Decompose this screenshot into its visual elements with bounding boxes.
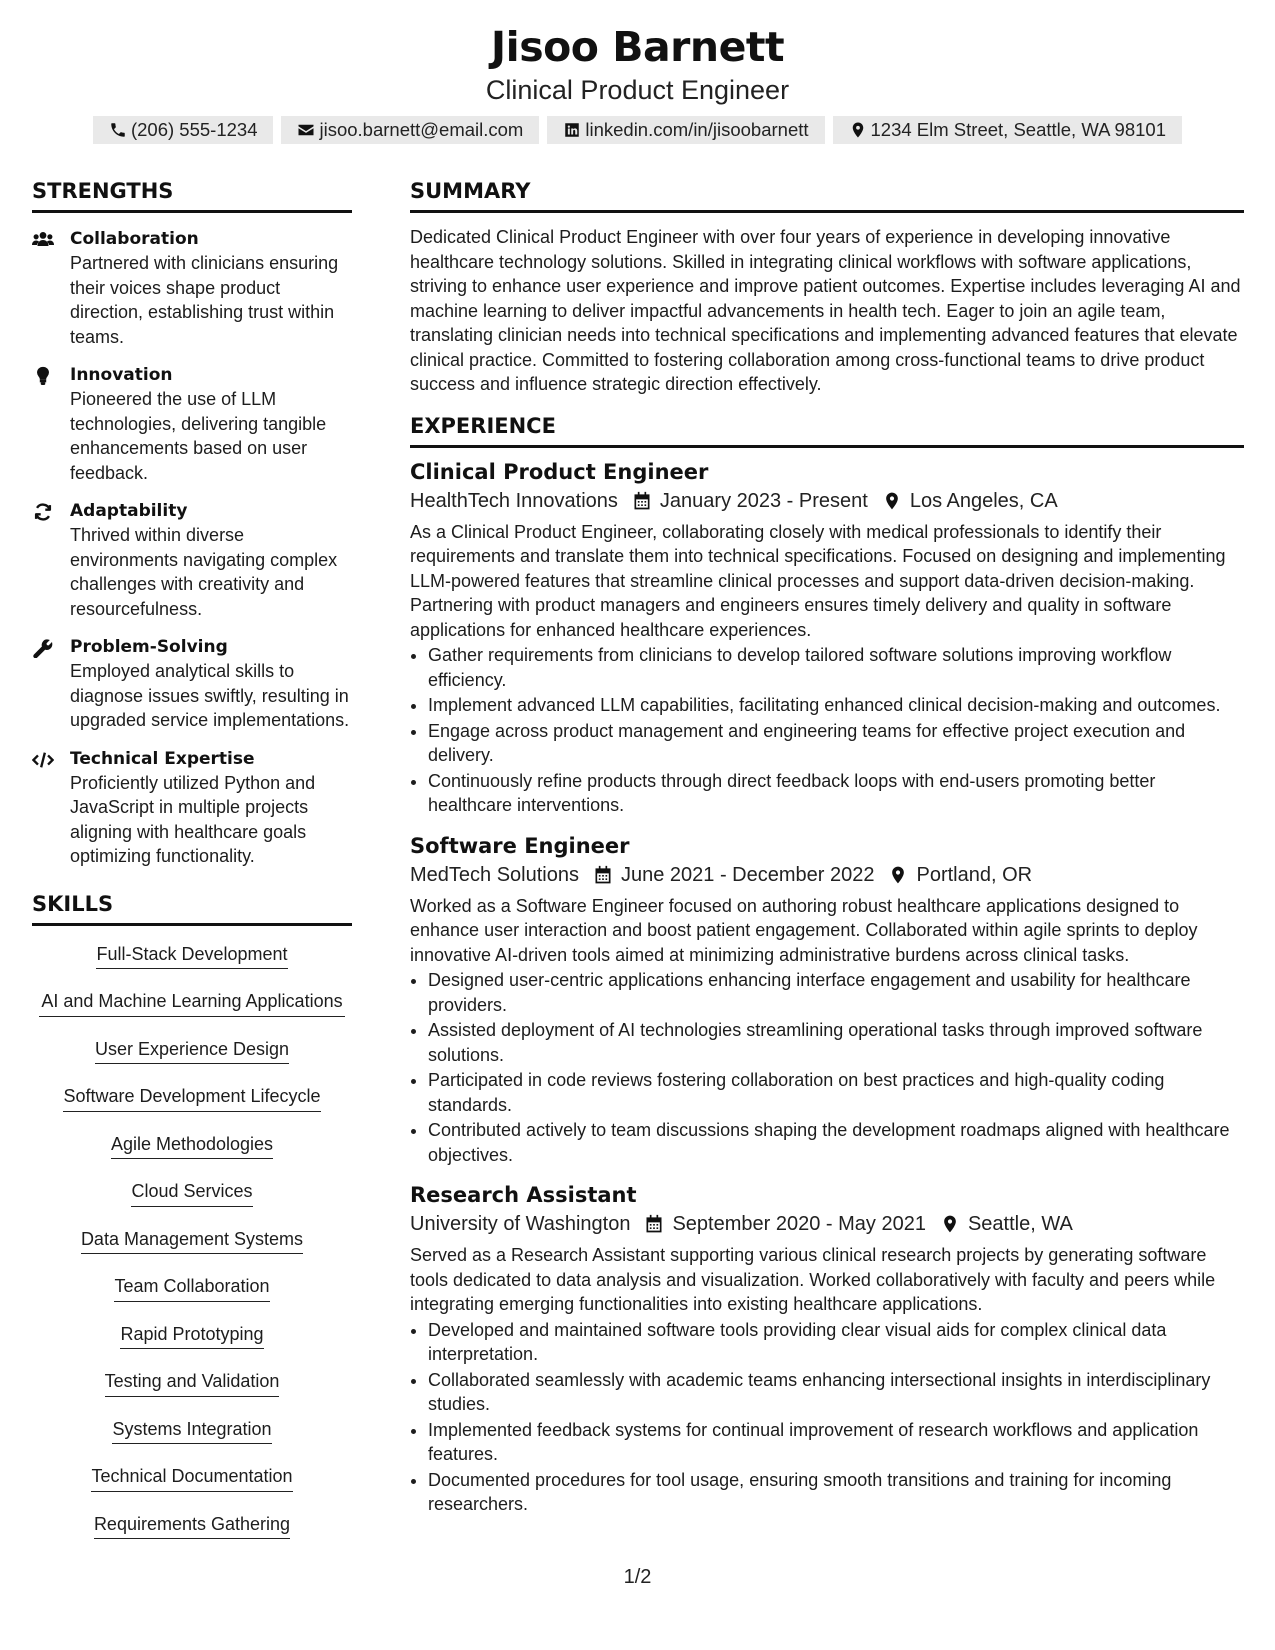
strength-item [32, 227, 352, 349]
sync-icon [32, 502, 54, 522]
job-bullets [410, 643, 1244, 818]
strength-item [32, 635, 352, 733]
summary-heading: SUMMARY [410, 178, 1244, 213]
skill-item: Rapid Prototyping [120, 1322, 263, 1350]
job-bullet: • Implemented feedback systems for continual improvement of research workflows and application features. [428, 1418, 1244, 1467]
job-title: Research Assistant [410, 1183, 637, 1207]
page-number: 1/2 [623, 1566, 652, 1588]
job-bullet: • Engage across product management and engineering teams for effective project execution and delivery. [428, 719, 1244, 768]
contact-phone-text: (206) 555-1234 [130, 119, 258, 140]
job-dates: January 2023 - Present [659, 489, 868, 512]
experience-heading: EXPERIENCE [410, 413, 1244, 448]
contact-bar [0, 116, 1275, 144]
job-entry [410, 1181, 1244, 1517]
job-entry [410, 832, 1244, 1168]
strength-item [32, 363, 352, 485]
strength-desc: Pioneered the use of LLM technologies, delivering tangible enhancements based on user feedback. [70, 389, 327, 483]
job-meta [410, 860, 1244, 890]
job-bullet: • Contributed actively to team discussions shaping the development roadmaps aligned with healthcare objectives. [428, 1118, 1244, 1167]
code-icon [32, 750, 54, 770]
job-bullet: • Gather requirements from clinicians to develop tailored software solutions improving workflow efficiency. [428, 643, 1244, 692]
strength-title: Adaptability [70, 501, 188, 521]
strength-title: Innovation [70, 365, 173, 385]
contact-linkedin[interactable] [547, 116, 824, 144]
summary-text: Dedicated Clinical Product Engineer with over four years of experience in developing innovative healthcare technology solutions. Skilled in integrating clinical workflows with software applications, striving to enhance user experience and improve patient outcomes. Expertise includes leveraging AI and machine learning to deliver impactful advancements in health tech. Eager to join an agile team, translating clinician needs into technical specifications and implementing advanced features that elevate clinical practice. Committed to fostering collaboration among cross-functional teams to drive product success and influence strategic direction effectively. [410, 227, 1241, 394]
job-meta [410, 486, 1244, 516]
map-pin-icon [888, 865, 908, 885]
skill-item: Software Development Lifecycle [63, 1084, 320, 1112]
right-column [410, 178, 1244, 1517]
candidate-name: Jisoo Barnett [490, 23, 785, 71]
job-location: Seattle, WA [967, 1213, 1073, 1235]
job-bullet: • Assisted deployment of AI technologies streamlining operational tasks through improved software solutions. [428, 1018, 1244, 1067]
calendar-icon [644, 1214, 664, 1234]
users-icon [32, 230, 54, 250]
resume-header [0, 0, 1275, 144]
strength-item [32, 747, 352, 869]
skill-item: Systems Integration [112, 1417, 271, 1445]
linkedin-icon [563, 121, 581, 139]
wrench-icon [32, 638, 54, 658]
strength-title: Technical Expertise [70, 748, 255, 769]
skill-item: User Experience Design [95, 1037, 289, 1065]
job-dates: September 2020 - May 2021 [672, 1213, 926, 1235]
job-bullet: • Participated in code reviews fostering collaboration on best practices and high-quality coding standards. [428, 1068, 1244, 1117]
job-bullets [410, 968, 1244, 1167]
job-bullet: • Continuously refine products through direct feedback loops with end-users promoting better healthcare interventions. [428, 769, 1244, 818]
skill-item: Full-Stack Development [96, 942, 287, 970]
job-description: As a Clinical Product Engineer, collaborating closely with medical professionals to identify their requirements and translate them into technical specifications. Focused on designing and implementing LLM-powered features that streamline clinical processes and support data-driven decision-making. Partnering with product managers and engineers ensures timely delivery and quality in software applications for enhanced healthcare experiences. [410, 521, 1226, 640]
calendar-icon [593, 865, 613, 885]
job-location: Portland, OR [916, 863, 1033, 886]
job-company: HealthTech Innovations [410, 489, 618, 512]
strength-item [32, 499, 352, 621]
skill-item: Data Management Systems [81, 1227, 303, 1255]
skills-heading: SKILLS [32, 891, 352, 926]
contact-email-text: jisoo.barnett@email.com [319, 119, 524, 140]
job-description: Worked as a Software Engineer focused on authoring robust healthcare applications designed to enhance user interaction and boost patient engagement. Collaborated within agile sprints to deploy innovative AI-driven tools aimed at minimizing administrative burdens across clinical tasks. [410, 895, 1198, 965]
strength-desc: Partnered with clinicians ensuring their voices shape product direction, establishing trust within teams. [70, 253, 339, 347]
candidate-title: Clinical Product Engineer [485, 75, 790, 105]
job-bullet: • Collaborated seamlessly with academic teams enhancing intersectional insights in interdisciplinary studies. [428, 1368, 1244, 1417]
contact-email[interactable] [281, 116, 539, 144]
strengths-heading: STRENGTHS [32, 178, 352, 213]
job-bullet: • Designed user-centric applications enhancing interface engagement and usability for healthcare providers. [428, 968, 1244, 1017]
skill-item: Testing and Validation [105, 1369, 280, 1397]
job-entry [410, 458, 1244, 818]
job-company: MedTech Solutions [410, 863, 579, 886]
strength-title: Problem-Solving [70, 637, 228, 657]
skill-item: AI and Machine Learning Applications [39, 989, 345, 1017]
map-pin-icon [940, 1214, 960, 1234]
job-bullet: • Developed and maintained software tools providing clear visual aids for complex clinical data interpretation. [428, 1318, 1244, 1367]
phone-icon [109, 121, 127, 139]
job-meta [410, 1209, 1244, 1239]
job-dates: June 2021 - December 2022 [620, 863, 875, 886]
left-column [32, 178, 352, 1559]
skill-item: Agile Methodologies [111, 1132, 273, 1160]
skill-item: Requirements Gathering [94, 1512, 290, 1540]
map-pin-icon [849, 121, 867, 139]
strength-title: Collaboration [70, 229, 199, 249]
contact-address [833, 116, 1183, 144]
job-bullet: • Implement advanced LLM capabilities, facilitating enhanced clinical decision-making and outcomes. [428, 693, 1244, 718]
contact-linkedin-text: linkedin.com/in/jisoobarnett [585, 119, 809, 140]
job-location: Los Angeles, CA [909, 489, 1058, 512]
strength-desc: Proficiently utilized Python and JavaScript in multiple projects aligning with healthcare goals optimizing functionality. [70, 772, 316, 866]
skill-item: Team Collaboration [114, 1274, 269, 1302]
job-title: Clinical Product Engineer [410, 459, 709, 484]
job-company: University of Washington [410, 1213, 631, 1235]
skill-item: Cloud Services [131, 1179, 252, 1207]
strength-desc: Thrived within diverse environments navigating complex challenges with creativity and resourcefulness. [70, 525, 338, 619]
contact-address-text: 1234 Elm Street, Seattle, WA 98101 [870, 119, 1167, 140]
skill-item: Technical Documentation [91, 1464, 292, 1492]
job-bullets [410, 1318, 1244, 1517]
lightbulb-icon [32, 366, 54, 386]
contact-phone [93, 116, 274, 144]
envelope-icon [297, 121, 315, 139]
map-pin-icon [882, 491, 902, 511]
strength-desc: Employed analytical skills to diagnose issues swiftly, resulting in upgraded service implementations. [70, 661, 350, 730]
calendar-icon [632, 491, 652, 511]
job-description: Served as a Research Assistant supporting various clinical research projects by generating software tools dedicated to data analysis and visualization. Worked collaboratively with faculty and peers while integrating emerging functionalities into existing healthcare applications. [410, 1245, 1216, 1314]
job-title: Software Engineer [410, 833, 630, 858]
skills-list [32, 942, 352, 1540]
job-bullet: • Documented procedures for tool usage, ensuring smooth transitions and training for incoming researchers. [428, 1468, 1244, 1517]
